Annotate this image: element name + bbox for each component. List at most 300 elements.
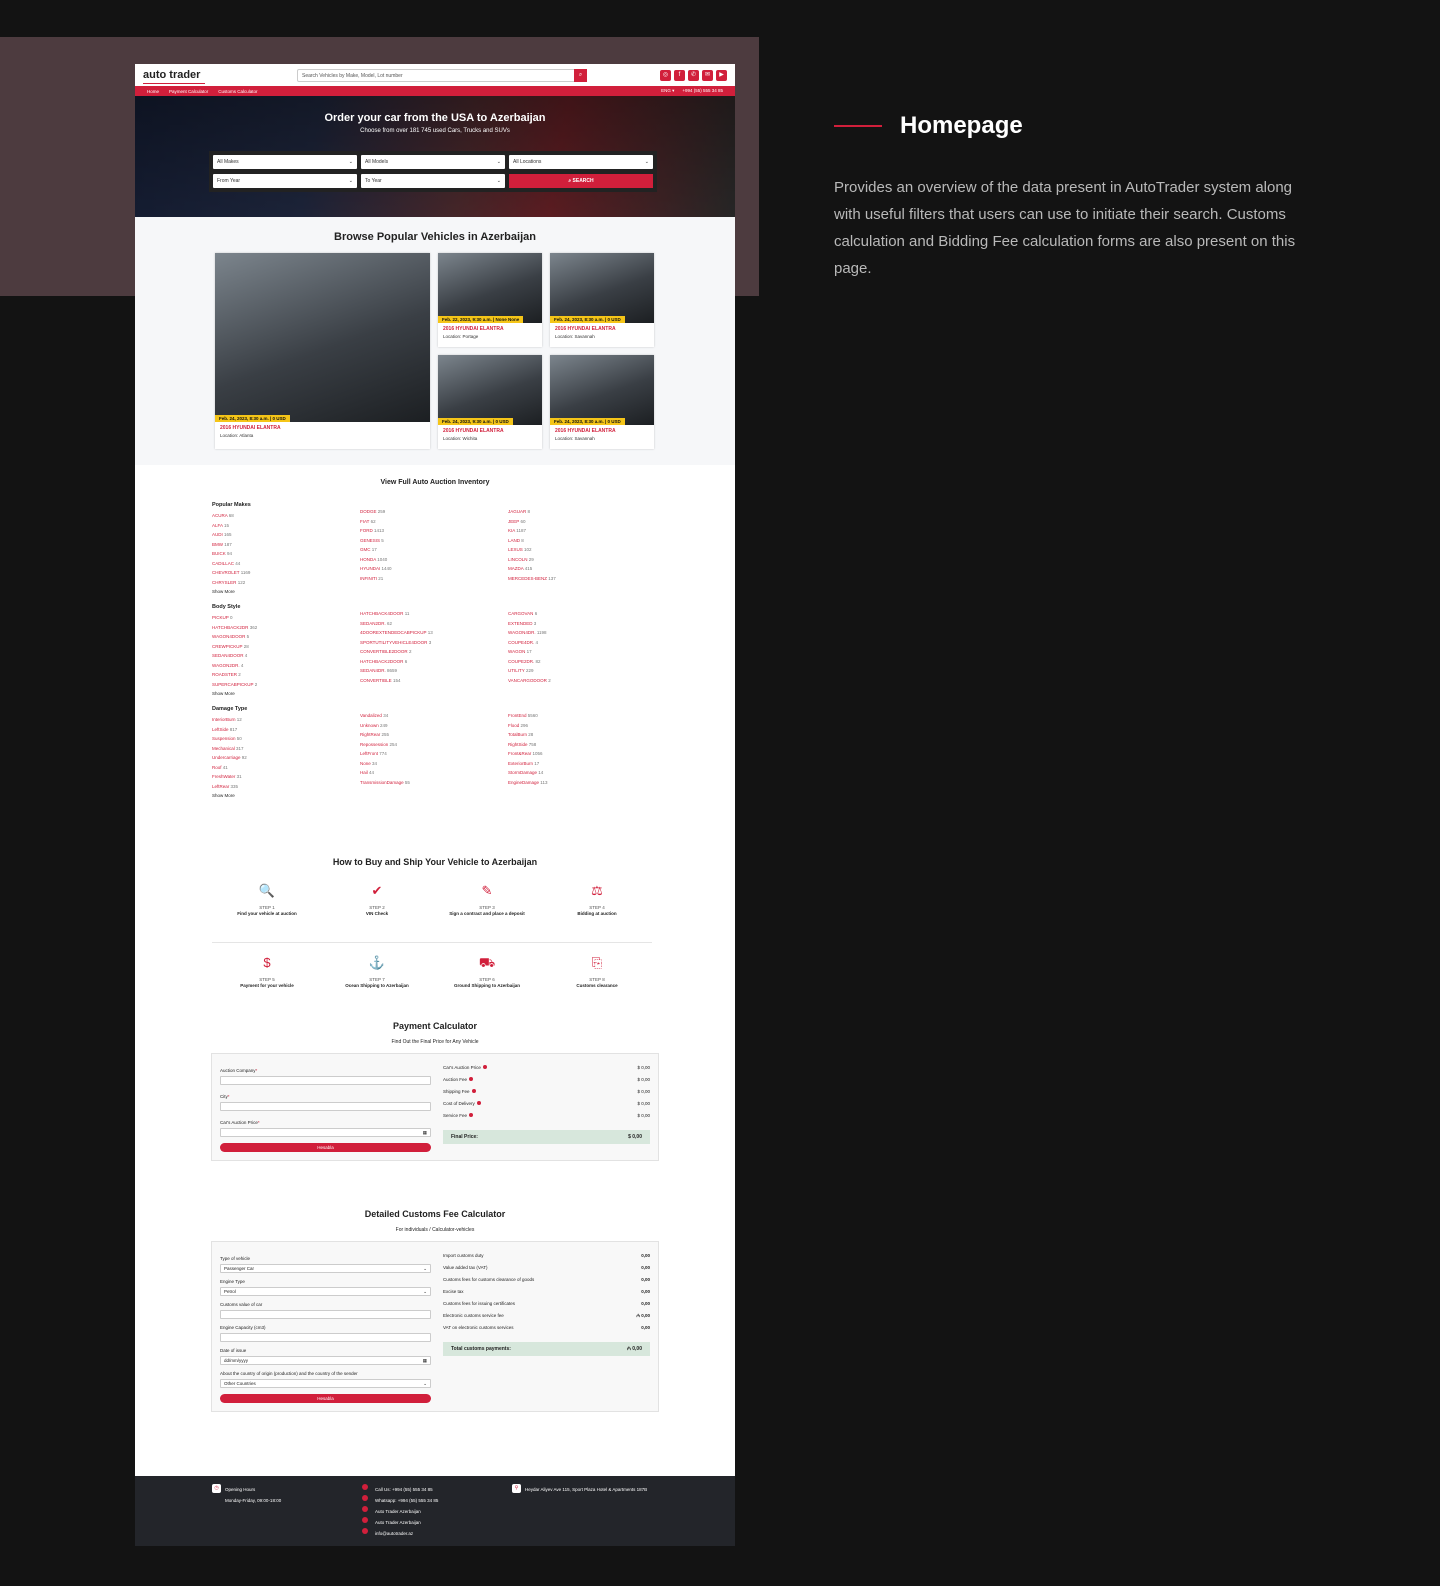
category-column <box>212 511 360 587</box>
link-name: Hail <box>360 770 368 775</box>
vehicle-card[interactable] <box>438 253 542 347</box>
customs-row <box>443 1262 650 1274</box>
inventory-link[interactable] <box>508 555 656 565</box>
step-item <box>432 883 542 916</box>
chevron-down-icon: ⌄ <box>348 159 353 165</box>
link-count: 28 <box>528 732 534 737</box>
customs-field-label: About the country of origin (production) and the country of the sender <box>220 1371 358 1376</box>
link-name: CHRYSLER <box>212 579 237 585</box>
from-year-value: From Year <box>217 177 241 184</box>
info-icon[interactable] <box>472 1089 476 1093</box>
search-icon[interactable]: ⌕ <box>574 69 587 82</box>
inventory-link[interactable] <box>360 759 508 769</box>
link-name: FIAT <box>360 518 370 524</box>
link-name: WAGON2DR. <box>212 662 240 668</box>
calculate-customs-button[interactable]: Hesabla <box>220 1394 431 1403</box>
inventory-link[interactable] <box>508 768 656 778</box>
customs-icon: ⎘ <box>591 955 603 970</box>
customs-row-label: Value added tax (VAT) <box>442 1265 488 1270</box>
instagram-icon[interactable]: ◎ <box>660 70 671 81</box>
inventory-link[interactable] <box>508 721 656 731</box>
info-icon[interactable] <box>483 1065 487 1069</box>
inventory-link[interactable] <box>360 517 508 527</box>
city-input[interactable] <box>220 1102 431 1111</box>
step-description: Sign a contract and place a deposit <box>449 911 525 916</box>
step-item <box>212 883 322 916</box>
inventory-link[interactable] <box>212 670 360 680</box>
show-more-link[interactable]: Show More <box>212 691 235 696</box>
chevron-down-icon: ⌄ <box>423 1289 427 1294</box>
payment-row-value: $ 0,00 <box>637 1101 650 1106</box>
inventory-link[interactable] <box>360 647 508 657</box>
inventory-link[interactable] <box>360 778 508 788</box>
payment-row <box>443 1098 650 1110</box>
link-count: 165 <box>224 532 232 537</box>
link-name: Flood <box>508 722 520 728</box>
inventory-link[interactable] <box>508 609 656 619</box>
link-name: JEEP <box>508 518 520 524</box>
contact-text: Whatsapp: +994 (55) 555 34 85 <box>375 1498 439 1503</box>
link-count: 8 <box>527 509 531 514</box>
vehicle-location: Location: Savannah <box>555 436 595 441</box>
payment-results <box>443 1062 650 1152</box>
inventory-link[interactable] <box>508 740 656 750</box>
link-count: 317 <box>236 745 244 751</box>
footer-email[interactable] <box>362 1528 512 1539</box>
footer-facebook[interactable] <box>362 1506 512 1517</box>
inventory-link[interactable] <box>360 609 508 619</box>
info-icon[interactable] <box>469 1077 473 1081</box>
steps-section <box>135 849 735 1021</box>
link-count: 1413 <box>374 528 385 533</box>
link-name: FORD <box>360 528 373 533</box>
inventory-link[interactable] <box>508 676 656 686</box>
clipboard-check-icon: ✔ <box>371 883 383 898</box>
link-count: 1440 <box>381 566 392 571</box>
inventory-link[interactable] <box>508 628 656 638</box>
inventory-link[interactable] <box>508 564 656 574</box>
customs-input[interactable] <box>220 1310 431 1319</box>
link-name: UTILITY <box>508 668 525 673</box>
step-number: STEP 1 <box>259 905 275 910</box>
link-name: Vandalized <box>360 713 382 718</box>
inventory-link[interactable] <box>508 749 656 759</box>
link-count: 1056 <box>532 751 543 756</box>
hero-subtitle: Choose from over 181 745 used Cars, Trucks and SUVs <box>360 128 510 134</box>
inventory-link[interactable] <box>508 778 656 788</box>
contract-icon: ✎ <box>481 883 493 898</box>
inventory-link[interactable] <box>212 559 360 569</box>
auction-badge: Feb. 24, 2023, 9:30 a.m. | 0 USD <box>438 418 513 425</box>
customs-field-label: Customs value of car <box>220 1302 263 1307</box>
inventory-link[interactable] <box>508 619 656 629</box>
make-select-value: All Makes <box>217 159 239 165</box>
inventory-link[interactable] <box>212 782 360 792</box>
inventory-link[interactable] <box>360 730 508 740</box>
customs-row-label: Customs fees for customs clearance of goods <box>442 1277 535 1282</box>
inventory-link[interactable] <box>212 613 360 623</box>
nav-payment-calculator[interactable]: Payment Calculator <box>169 88 209 94</box>
inventory-link[interactable] <box>508 545 656 555</box>
customs-select[interactable] <box>220 1287 431 1296</box>
link-count: 4 <box>535 639 539 645</box>
step-description: Payment for your vehicle <box>240 983 294 988</box>
section-title: Homepage <box>900 112 1023 139</box>
link-count: 817 <box>229 726 238 732</box>
homepage-screenshot <box>135 64 735 1546</box>
category-column <box>360 507 508 587</box>
link-count: 113 <box>540 779 548 785</box>
link-name: GMC <box>360 547 371 552</box>
inventory-link[interactable] <box>360 555 508 565</box>
address-text: Heydar Aliyev Ave 115, Sport Plaza Hotel & Apartments 187B <box>525 1487 648 1492</box>
link-count: 774 <box>379 751 387 756</box>
field-value: Other Countries <box>224 1381 256 1386</box>
required-mark: * <box>227 1094 230 1099</box>
category-column <box>508 609 656 689</box>
link-count: 254 <box>389 741 398 747</box>
inventory-link[interactable] <box>360 721 508 731</box>
payment-row <box>443 1086 650 1098</box>
link-count: 102 <box>524 547 532 552</box>
link-count: 255 <box>381 732 390 737</box>
step-number: STEP 6 <box>479 977 495 982</box>
youtube-icon[interactable]: ▶ <box>716 70 727 81</box>
vehicle-title: 2016 HYUNDAI ELANTRA <box>220 425 281 431</box>
inventory-link[interactable] <box>212 530 360 540</box>
link-name: LINCOLN <box>508 556 528 562</box>
payment-row-label: Shipping Fee <box>443 1086 476 1098</box>
vehicle-grid <box>215 253 655 451</box>
logo[interactable]: auto trader <box>143 69 293 81</box>
inventory-link[interactable] <box>212 725 360 735</box>
footer-phone[interactable] <box>362 1484 512 1495</box>
inventory-link[interactable] <box>212 651 360 661</box>
chevron-down-icon: ⌄ <box>423 1266 427 1271</box>
inventory-link[interactable] <box>212 578 360 588</box>
step-description: Bidding at auction <box>577 911 617 916</box>
inventory-link[interactable] <box>212 521 360 531</box>
money-icon: $ <box>263 955 271 970</box>
inventory-link[interactable] <box>212 744 360 754</box>
hero-title: Order your car from the USA to Azerbaijan <box>324 112 546 124</box>
nav-home[interactable]: Home <box>147 88 160 94</box>
link-name: ExteriorBurn <box>508 760 534 766</box>
vehicle-location: Location: Savannah <box>555 334 595 339</box>
search-button[interactable] <box>509 174 653 188</box>
customs-form <box>211 1241 659 1412</box>
inventory-title: View Full Auto Auction Inventory <box>380 479 490 486</box>
info-icon[interactable] <box>469 1113 473 1117</box>
link-count: 28 <box>243 643 249 649</box>
link-count: 2 <box>548 677 551 683</box>
link-name: LeftSide <box>212 726 229 732</box>
inventory-link[interactable] <box>212 540 360 550</box>
to-year-select[interactable] <box>361 174 505 188</box>
step-number: STEP 8 <box>589 977 605 982</box>
link-name: EXTENDED <box>508 620 533 626</box>
payment-row-label: Service Fee <box>443 1110 473 1122</box>
header <box>135 64 735 86</box>
customs-row <box>443 1310 650 1322</box>
inventory-link[interactable] <box>212 568 360 578</box>
customs-row-value: 0,00 <box>641 1277 650 1282</box>
inventory-link[interactable] <box>360 564 508 574</box>
inventory-link[interactable] <box>360 619 508 629</box>
payment-row <box>443 1110 650 1122</box>
popular-vehicles <box>135 217 735 465</box>
contact-text: Auto Trader Azerbaijan <box>375 1509 421 1514</box>
inventory-link[interactable] <box>508 666 656 676</box>
link-count: 415 <box>524 566 533 571</box>
link-name: FreshWater <box>212 774 236 779</box>
inventory-category <box>212 604 735 696</box>
category-columns <box>212 715 735 791</box>
auction-price-input[interactable] <box>220 1128 431 1137</box>
search-input[interactable] <box>297 69 587 82</box>
inventory-section <box>135 465 735 849</box>
footer-instagram[interactable] <box>362 1517 512 1528</box>
link-count: 1169 <box>240 570 251 575</box>
customs-row-label: Electronic customs service fee <box>442 1313 504 1318</box>
inventory-link[interactable] <box>360 574 508 584</box>
customs-row-label: VAT on electronic customs services <box>442 1325 514 1330</box>
vehicle-card[interactable] <box>438 355 542 449</box>
category-column <box>508 711 656 791</box>
inventory-link[interactable] <box>212 511 360 521</box>
customs-row-value: 0,00 <box>641 1325 650 1330</box>
calculate-button[interactable]: Hesabla <box>220 1143 431 1152</box>
category-column <box>360 711 508 791</box>
inventory-link[interactable] <box>360 749 508 759</box>
customs-row <box>443 1298 650 1310</box>
step-description: Customs clearance <box>576 983 618 988</box>
link-count: 44 <box>369 770 375 775</box>
link-name: Roof <box>212 764 222 770</box>
final-price <box>443 1130 650 1144</box>
inventory-link[interactable] <box>508 657 656 667</box>
link-name: SPORTUTILITYVEHICLE4DOOR <box>360 639 428 645</box>
link-name: 4DOOREXTENDEDCABPICKUP <box>360 630 427 635</box>
inventory-link[interactable] <box>212 661 360 671</box>
inventory-link[interactable] <box>508 638 656 648</box>
show-more-link[interactable]: Show More <box>212 589 235 594</box>
link-count: 335 <box>230 783 239 789</box>
make-select[interactable] <box>213 155 357 169</box>
customs-select[interactable] <box>220 1264 431 1273</box>
search-button-label: SEARCH <box>572 177 594 184</box>
inventory-link[interactable] <box>212 642 360 652</box>
link-name: None <box>360 760 371 766</box>
link-count: 14 <box>538 770 544 775</box>
steps-row-2 <box>212 955 652 988</box>
link-name: PICKUP <box>212 615 229 620</box>
inventory-link[interactable] <box>360 711 508 721</box>
inventory-link[interactable] <box>360 740 508 750</box>
inventory-link[interactable] <box>360 536 508 546</box>
calculator-icon: ▦ <box>422 1130 427 1135</box>
link-count: 50 <box>236 736 242 741</box>
from-year-select[interactable] <box>213 174 357 188</box>
inventory-link[interactable] <box>360 768 508 778</box>
link-name: RightRear <box>360 732 381 737</box>
customs-row-label: Excise tax <box>442 1289 464 1294</box>
link-name: BUICK <box>212 551 226 556</box>
inventory-link[interactable] <box>508 536 656 546</box>
vehicle-card[interactable] <box>550 253 654 347</box>
vehicle-photo <box>215 253 430 422</box>
customs-row <box>443 1286 650 1298</box>
customs-calculator <box>135 1209 735 1471</box>
inventory-link[interactable] <box>508 507 656 517</box>
payment-row-value: $ 0,00 <box>637 1089 650 1094</box>
nav-phone[interactable]: +994 (55) 555 34 85 <box>682 88 723 93</box>
link-name: CADILLAC <box>212 560 235 566</box>
info-icon[interactable] <box>477 1101 481 1105</box>
link-name: Mechanical <box>212 745 235 751</box>
inventory-link[interactable] <box>360 657 508 667</box>
model-select[interactable] <box>361 155 505 169</box>
link-count: 12 <box>236 717 242 722</box>
link-count: 17 <box>526 649 532 654</box>
inventory-link[interactable] <box>212 753 360 763</box>
link-name: HYUNDAI <box>360 566 381 571</box>
inventory-link[interactable] <box>360 628 508 638</box>
vehicle-card[interactable] <box>550 355 654 449</box>
link-count: 229 <box>525 668 534 673</box>
total-customs <box>443 1342 650 1356</box>
customs-row <box>443 1322 650 1334</box>
link-name: DODGE <box>360 509 377 514</box>
inventory-link[interactable] <box>508 759 656 769</box>
inventory-link[interactable] <box>212 734 360 744</box>
customs-row-value: 0,00 <box>641 1253 650 1258</box>
link-name: LEXUS <box>508 547 523 552</box>
inventory-link[interactable] <box>360 526 508 536</box>
link-name: CHEVROLET <box>212 570 240 575</box>
link-count: 758 <box>528 741 537 747</box>
location-select[interactable] <box>509 155 653 169</box>
payment-row-label: Cost of Delivery <box>443 1098 481 1110</box>
category-column <box>212 613 360 689</box>
inventory-link[interactable] <box>360 666 508 676</box>
inventory-link[interactable] <box>212 680 360 690</box>
customs-row-label: Customs fees for issuing certificates <box>442 1301 516 1306</box>
inventory-categories <box>212 502 735 798</box>
inventory-link[interactable] <box>212 772 360 782</box>
inventory-link[interactable] <box>508 526 656 536</box>
link-count: 8659 <box>387 668 398 673</box>
link-name: MERCEDES-BENZ <box>508 575 548 581</box>
link-name: SEDAN4DOOR <box>212 653 244 658</box>
inventory-link[interactable] <box>212 632 360 642</box>
car-search-icon: 🔍 <box>258 883 276 898</box>
facebook-icon <box>362 1506 368 1512</box>
link-count: 31 <box>236 774 242 779</box>
footer-whatsapp[interactable] <box>362 1495 512 1506</box>
mail-icon <box>362 1528 368 1534</box>
contact-text: Auto Trader Azerbaijan <box>375 1520 421 1525</box>
customs-row-value: 0,00 <box>641 1289 650 1294</box>
chevron-down-icon: ⌄ <box>423 1381 427 1386</box>
inventory-link[interactable] <box>508 730 656 740</box>
inventory-link[interactable] <box>508 517 656 527</box>
customs-input[interactable] <box>220 1356 431 1365</box>
step-item <box>542 883 652 916</box>
payment-title: Payment Calculator <box>392 1021 478 1031</box>
inventory-link[interactable] <box>212 763 360 773</box>
vehicle-title: 2016 HYUNDAI ELANTRA <box>555 428 616 434</box>
customs-row-value: ₼ 0,00 <box>636 1313 650 1318</box>
hours-title: Opening Hours <box>225 1487 256 1492</box>
inventory-link[interactable] <box>212 715 360 725</box>
link-count: 249 <box>380 722 388 728</box>
customs-input[interactable] <box>220 1333 431 1342</box>
link-name: JAGUAR <box>508 509 527 514</box>
customs-select[interactable] <box>220 1379 431 1388</box>
facebook-icon[interactable]: f <box>674 70 685 81</box>
link-count: 60 <box>520 518 526 524</box>
customs-results <box>443 1250 650 1403</box>
category-column <box>212 715 360 791</box>
footer-contacts <box>362 1484 512 1546</box>
inventory-link[interactable] <box>360 545 508 555</box>
link-count: 68 <box>228 513 234 518</box>
link-count: 82 <box>535 658 541 664</box>
inventory-link[interactable] <box>360 676 508 686</box>
link-count: 154 <box>392 677 401 683</box>
link-count: 296 <box>520 722 529 728</box>
link-name: CARGOVAN <box>508 611 534 616</box>
inventory-link[interactable] <box>360 638 508 648</box>
inventory-link[interactable] <box>508 711 656 721</box>
contact-text: info@autotrader.az <box>375 1531 414 1536</box>
phone-icon <box>362 1484 368 1490</box>
link-name: WAGON <box>508 649 526 654</box>
link-name: ACURA <box>212 513 228 518</box>
auction-company-input[interactable] <box>220 1076 431 1085</box>
step-item <box>432 955 542 988</box>
steps-title: How to Buy and Ship Your Vehicle to Azerbaijan <box>332 857 538 867</box>
inventory-link[interactable] <box>508 647 656 657</box>
location-select-value: All Locations <box>513 159 542 165</box>
nav-customs-calculator[interactable]: Customs Calculator <box>218 88 258 94</box>
inventory-link[interactable] <box>360 507 508 517</box>
link-count: 4 <box>240 662 244 668</box>
customs-title: Detailed Customs Fee Calculator <box>364 1209 506 1219</box>
vehicle-card[interactable] <box>215 253 430 449</box>
mail-icon[interactable]: ✉ <box>702 70 713 81</box>
vehicle-photo <box>438 253 542 323</box>
whatsapp-icon[interactable]: ✆ <box>688 70 699 81</box>
category-title: Body Style <box>212 604 241 610</box>
final-price-label: Final Price: <box>450 1134 478 1140</box>
inventory-link[interactable] <box>508 574 656 584</box>
link-name: AUDI <box>212 532 223 537</box>
inventory-link[interactable] <box>212 623 360 633</box>
step-item <box>322 883 432 916</box>
show-more-link[interactable]: Show More <box>212 793 235 798</box>
link-name: LeftRear <box>212 783 230 789</box>
step-description: VIN Check <box>365 911 389 916</box>
language-select[interactable]: ENG ▾ <box>661 88 675 93</box>
customs-rows <box>443 1250 650 1334</box>
auction-badge: Feb. 24, 2023, 8:30 a.m. | 0 USD <box>215 415 290 422</box>
inventory-link[interactable] <box>212 549 360 559</box>
vehicle-photo <box>550 355 654 425</box>
payment-row <box>443 1074 650 1086</box>
link-count: 0 <box>229 615 233 620</box>
